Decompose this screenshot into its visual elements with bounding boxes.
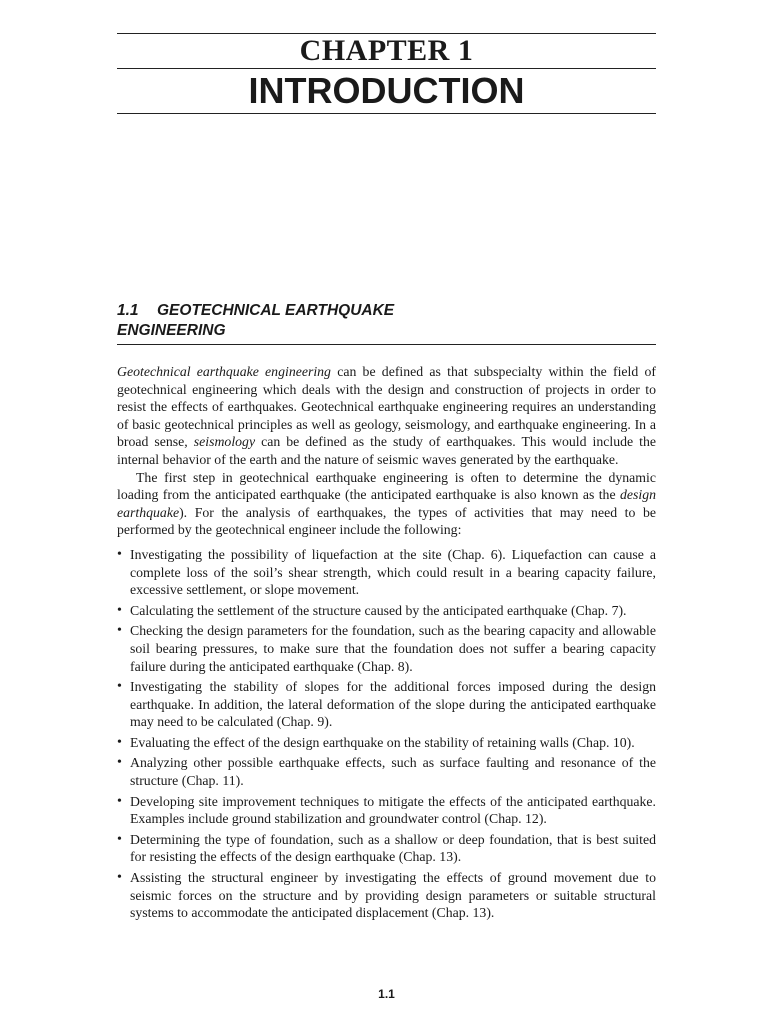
term-geotechnical-earthquake-engineering: Geotechnical earthquake engineering <box>117 364 331 379</box>
activity-list <box>117 546 656 922</box>
paragraph-1 <box>117 363 656 469</box>
list-item: • Calculating the settlement of the structure caused by the anticipated earthquake (Chap. 7). <box>117 602 656 620</box>
page-number: 1.1 <box>378 987 395 1001</box>
list-item: • Investigating the possibility of liquefaction at the site (Chap. 6). Liquefaction can cause a complete loss of the soil’s shear strength, which could result in a bearing capacity failure, excessive settlement, or slope movement. <box>117 546 656 599</box>
list-item: • Evaluating the effect of the design earthquake on the stability of retaining walls (Chap. 10). <box>117 734 656 752</box>
chapter-label: CHAPTER 1 <box>299 34 474 67</box>
paragraph-2-text-b: ). For the analysis of earthquakes, the types of activities that may need to be performed by the geotechnical engineer include the following: <box>117 504 656 538</box>
term-seismology: seismology <box>193 434 256 450</box>
paragraph-1-text-a: can be defined as that subspecialty within the field of geotechnical engineering which deals with the design and construction of projects in order to resist the effects of earthquakes. Geotechnical earthquake engineering requires an understanding of basic geotechnical principles as well as geology, seismology, and earthquake engineering. In a broad sense, <box>117 364 656 450</box>
list-item: • Investigating the stability of slopes for the additional forces imposed during the design earthquake. In addition, the lateral deformation of the slope during the anticipated earthquake may need to be calculated (Chap. 9). <box>117 678 656 731</box>
list-item: • Determining the type of foundation, such as a shallow or deep foundation, that is best suited for resisting the effects of the design earthquake (Chap. 13). <box>117 831 656 866</box>
list-item: • Assisting the structural engineer by investigating the effects of ground movement due to seismic forces on the structure and by providing design parameters or suitable structural systems to accommodate the anticipated displacement (Chap. 13). <box>117 869 656 922</box>
section-heading <box>117 301 656 341</box>
section-rule <box>117 344 656 345</box>
chapter-title: INTRODUCTION <box>248 70 525 111</box>
document-page <box>117 0 656 1024</box>
bottom-rule <box>117 113 656 114</box>
section-title-line1: GEOTECHNICAL EARTHQUAKE <box>157 302 395 319</box>
section-title-line2: ENGINEERING <box>117 322 226 339</box>
list-item: • Analyzing other possible earthquake effects, such as surface faulting and resonance of the structure (Chap. 11). <box>117 754 656 789</box>
paragraph-1-text-b: can be defined as the study of earthquakes. This would include the internal behavior of the earth and the nature of seismic waves generated by the earthquake. <box>117 434 656 467</box>
term-design-earthquake: design earthquake <box>117 487 656 520</box>
body-text <box>117 363 656 925</box>
middle-rule <box>117 68 656 69</box>
paragraph-2-text-a: The first step in geotechnical earthquake engineering is often to determine the dynamic loading from the anticipated earthquake (the anticipated earthquake is also known as the <box>117 469 656 503</box>
paragraph-2 <box>117 469 656 539</box>
section-number: 1.1 <box>117 302 139 319</box>
list-item: • Checking the design parameters for the foundation, such as the bearing capacity and allowable soil bearing pressures, to make sure that the foundation does not suffer a bearing capacity failure during the anticipated earthquake (Chap. 8). <box>117 622 656 675</box>
list-item: • Developing site improvement techniques to mitigate the effects of the anticipated earthquake. Examples include ground stabilization and groundwater control (Chap. 12). <box>117 793 656 828</box>
